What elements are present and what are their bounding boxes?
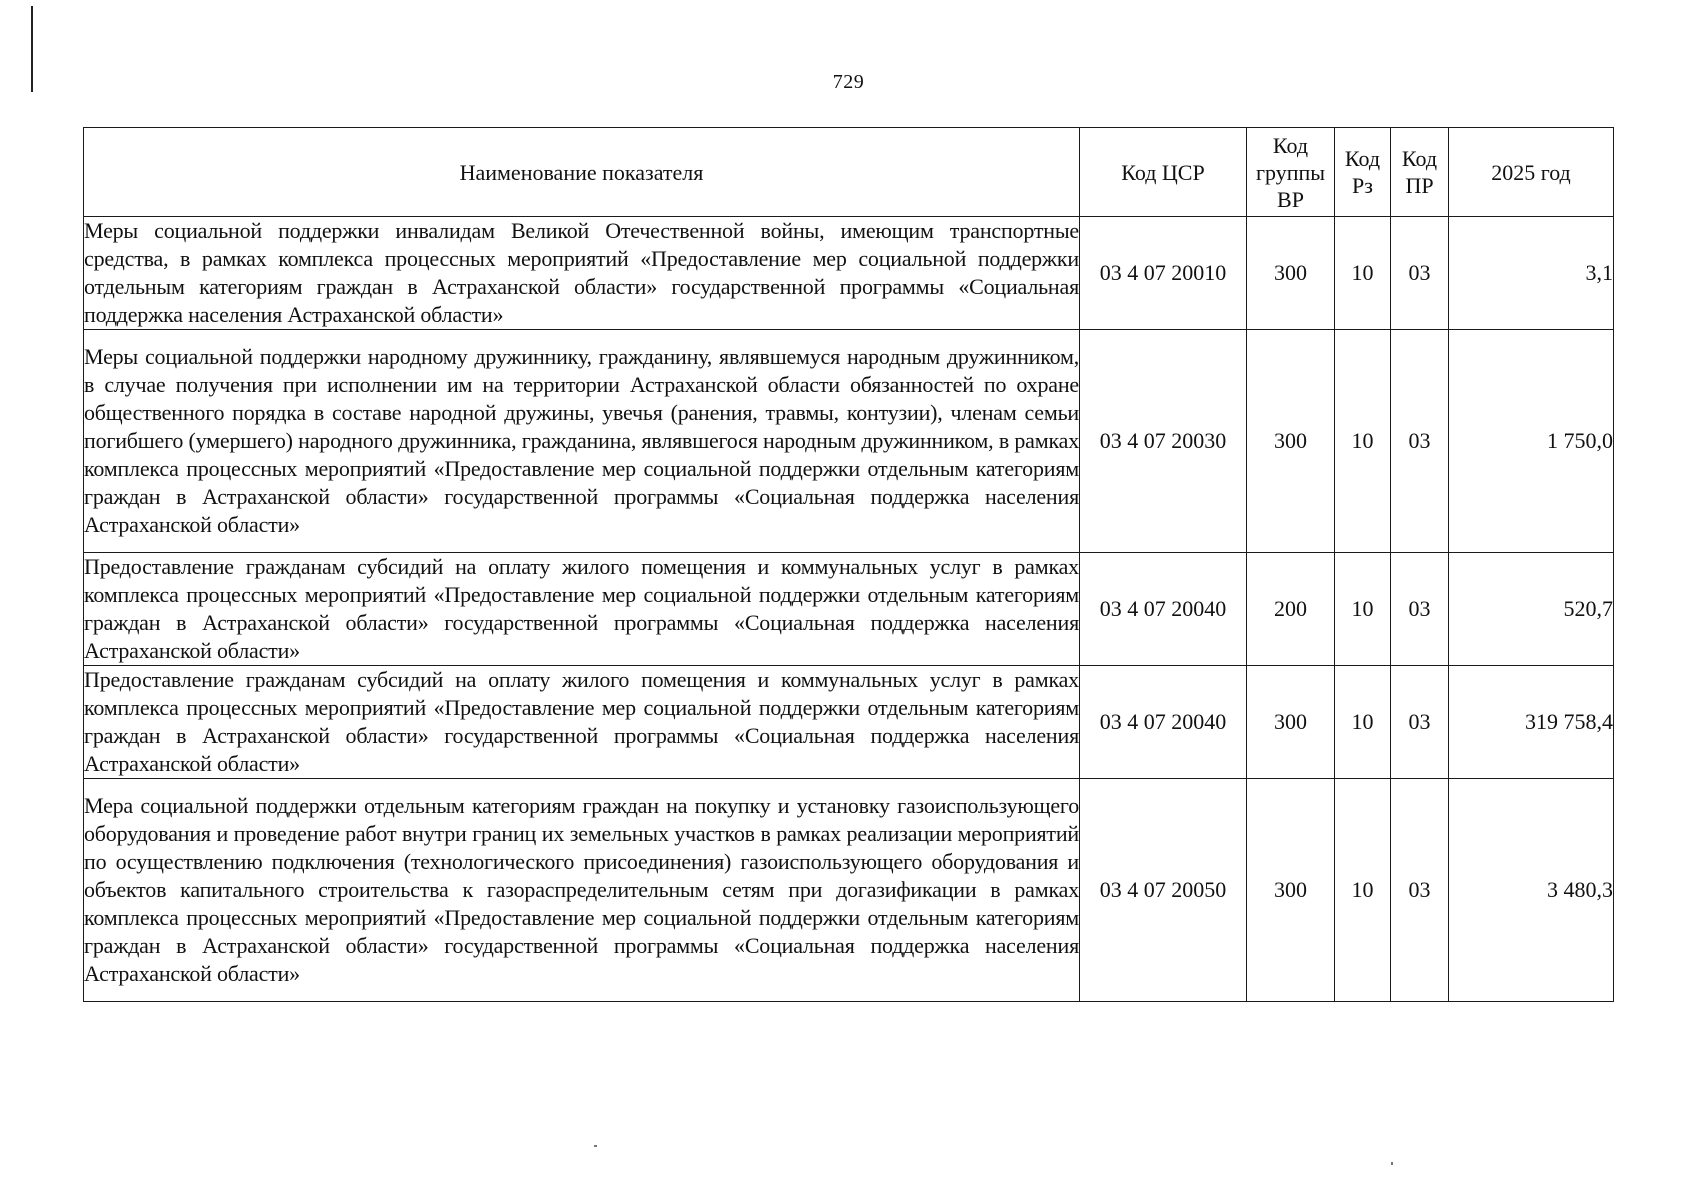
row-rz-code: 10 [1335,330,1391,553]
row-rz-code: 10 [1335,217,1391,330]
row-rz-code: 10 [1335,553,1391,666]
row-csr-code: 03 4 07 20040 [1080,553,1247,666]
header-pr-code: Код ПР [1391,128,1449,217]
header-rz-code: Код Рз [1335,128,1391,217]
row-name: Меры социальной поддержки народному дружиннику, гражданину, являвшемуся народным дружинником, в случае получения при исполнении им на территории Астраханской области обязанностей по охране общественного порядка в составе народной дружины, увечья (ранения, травмы, контузии), членам семьи погибшего (умершего) народного дружинника, гражданина, являвшегося народным дружинником, в рамках комплекса процессных мероприятий «Предоставление мер социальной поддержки отдельным категориям граждан в Астраханской области» государственной программы «Социальная поддержка населения Астраханской области» [84,330,1080,553]
row-vr-code: 300 [1247,217,1335,330]
row-pr-code: 03 [1391,666,1449,779]
row-pr-code: 03 [1391,330,1449,553]
row-name: Меры социальной поддержки инвалидам Великой Отечественной войны, имеющим транспортные средства, в рамках комплекса процессных мероприятий «Предоставление мер социальной поддержки отдельным категориям граждан в Астраханской области» государственной программы «Социальная поддержка населения Астраханской области» [84,217,1080,330]
row-pr-code: 03 [1391,553,1449,666]
row-csr-code: 03 4 07 20010 [1080,217,1247,330]
row-name: Предоставление гражданам субсидий на оплату жилого помещения и коммунальных услуг в рамках комплекса процессных мероприятий «Предоставление мер социальной поддержки отдельным категориям граждан в Астраханской области» государственной программы «Социальная поддержка населения Астраханской области» [84,666,1080,779]
header-year-2025: 2025 год [1449,128,1614,217]
header-name: Наименование показателя [84,128,1080,217]
table-row [84,553,1614,666]
row-csr-code: 03 4 07 20050 [1080,779,1247,1002]
budget-table [83,127,1614,1002]
row-vr-code: 300 [1247,330,1335,553]
row-value: 3,1 [1449,217,1614,330]
row-pr-code: 03 [1391,779,1449,1002]
row-pr-code: 03 [1391,217,1449,330]
row-rz-code: 10 [1335,666,1391,779]
row-value: 319 758,4 [1449,666,1614,779]
table-row [84,666,1614,779]
row-rz-code: 10 [1335,779,1391,1002]
row-csr-code: 03 4 07 20030 [1080,330,1247,553]
row-name: Мера социальной поддержки отдельным категориям граждан на покупку и установку газоиспользующего оборудования и проведение работ внутри границ их земельных участков в рамках реализации мероприятий по осуществлению подключения (технологического присоединения) газоиспользующего оборудования и объектов капитального строительства к газораспределительным сетям при догазификации в рамках комплекса процессных мероприятий «Предоставление мер социальной поддержки отдельным категориям граждан в Астраханской области» государственной программы «Социальная поддержка населения Астраханской области» [84,779,1080,1002]
row-vr-code: 200 [1247,553,1335,666]
header-csr-code: Код ЦСР [1080,128,1247,217]
row-name: Предоставление гражданам субсидий на оплату жилого помещения и коммунальных услуг в рамках комплекса процессных мероприятий «Предоставление мер социальной поддержки отдельным категориям граждан в Астраханской области» государственной программы «Социальная поддержка населения Астраханской области» [84,553,1080,666]
row-vr-code: 300 [1247,779,1335,1002]
scan-speck [1391,1162,1393,1165]
table-row [84,779,1614,1002]
scan-speck [594,1145,597,1147]
header-vr-code: Код группы ВР [1247,128,1335,217]
row-value: 1 750,0 [1449,330,1614,553]
row-csr-code: 03 4 07 20040 [1080,666,1247,779]
table-row [84,330,1614,553]
row-vr-code: 300 [1247,666,1335,779]
table-header-row [84,128,1614,217]
row-value: 520,7 [1449,553,1614,666]
table-row [84,217,1614,330]
row-value: 3 480,3 [1449,779,1614,1002]
page-number: 729 [832,71,865,93]
